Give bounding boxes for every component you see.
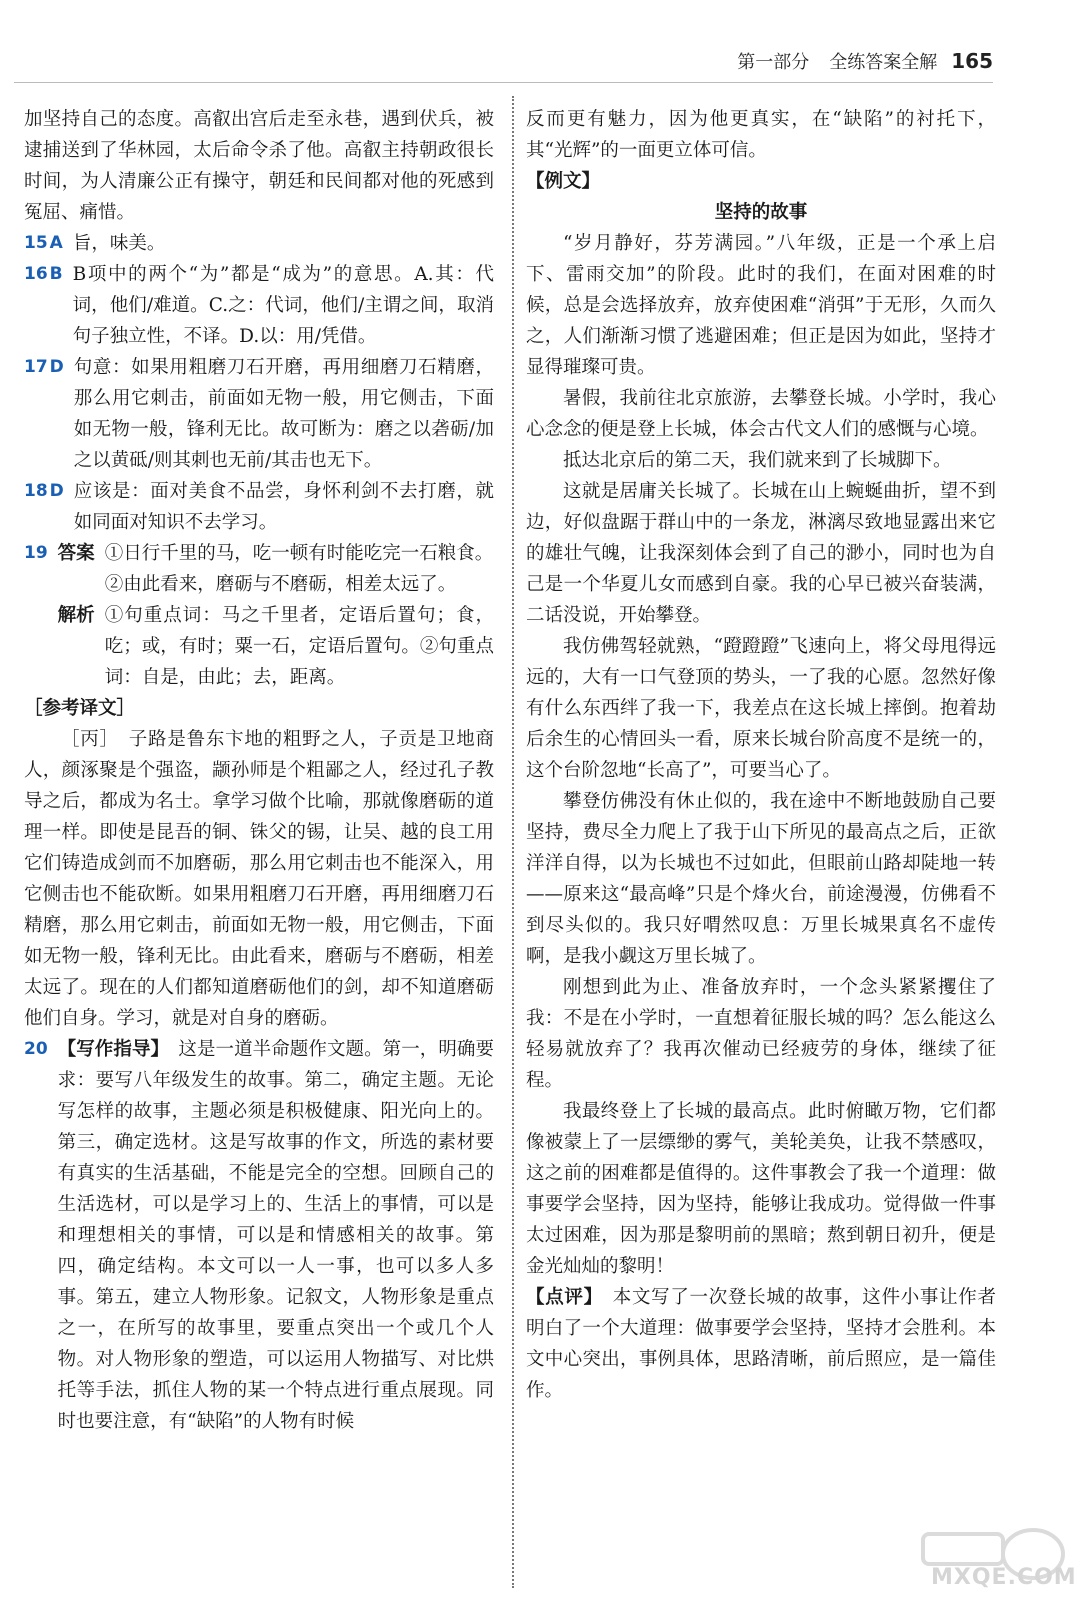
question-number: 20 (24, 1039, 48, 1059)
example-heading: 【例文】 (526, 171, 601, 192)
analysis-block (58, 600, 494, 693)
writing-guide-text: 这是一道半命题作文题。第一，明确要求：要写八年级发生的故事。第二，确定主题。无论写怎样的故事，主题必须是积极健康、阳光向上的。第三，确定选材。这是写故事的作文，所选的素材要有真实的生活基础，不能是完全的空想。回顾自己的生活选材，可以是学习上的、生活上的事情，可以是和理想相关的事情，可以是和情感相关的故事。第四，确定结构。本文可以一人一事，也可以多人多事。第五，建立人物形象。记叙文，人物形象是重点之一，在所写的故事里，要重点突出一个或几个人物。对人物形象的塑造，可以运用人物描写、对比烘托等手法，抓住人物的某一个特点进行重点展现。同时也要注意，有“缺陷”的人物有时候 (57, 1039, 494, 1432)
watermark-logo (913, 1524, 1077, 1594)
watermark-text: MXQE.COM (931, 1565, 1077, 1590)
writing-guide-label: 【写作指导】 (57, 1039, 160, 1060)
story-paragraph: 暑假，我前往北京旅游，去攀登长城。小学时，我心心念念的便是登上长城，体会古代文人们的感慨与心境。 (526, 388, 996, 440)
answer-letter: B (49, 264, 63, 284)
question-text: 应该是：面对美食不品尝，身怀利剑不去打磨，就如同面对知识不去学习。 (73, 481, 494, 533)
question-number: 18 D (24, 481, 64, 501)
right-column (526, 104, 996, 1406)
left-column (24, 104, 494, 1437)
story-paragraph: 我仿佛驾轻就熟，“蹬蹬蹬”飞速向上，将父母甩得远远的，大有一口气登顶的势头，一了我的心愿。忽然好像有什么东西绊了我一下，我差点在这长城上摔倒。抱着劫后余生的心情回头一看，原来长城台阶高度不是统一的，这个台阶忽地“长高了”，可要当心了。 (526, 636, 996, 781)
answer-label: 答案 (57, 543, 95, 564)
page-header (737, 44, 993, 78)
question-number: 19 (24, 543, 48, 563)
analysis-label: 解析 (57, 605, 95, 626)
story-paragraph: 抵达北京后的第二天，我们就来到了长城脚下。 (563, 450, 952, 471)
column-divider (512, 96, 514, 1588)
translation-heading: ［参考译文］ (24, 698, 136, 719)
question-17 (24, 352, 494, 476)
question-number: 17 D (24, 357, 64, 377)
page-number: 165 (951, 49, 993, 73)
question-18 (24, 476, 494, 538)
story-paragraph: 攀登仿佛没有休止似的，我在途中不断地鼓励自己要坚持，费尽全力爬上了我于山下所见的最高点之后，正欲洋洋自得，以为长城也不过如此，但眼前山路却陡地一转——原来这“最高峰”只是个烽火台，前途漫漫，仿佛看不到尽头似的。我只好喟然叹息：万里长城果真名不虚传啊，是我小觑这万里长城了。 (526, 791, 996, 967)
answer-letter: D (49, 357, 64, 377)
question-16 (24, 259, 494, 352)
question-number: 15 A (24, 233, 63, 253)
answer-block-2 (58, 569, 494, 600)
question-body (58, 1034, 494, 1437)
question-text: B项中的两个“为”都是“成为”的意思。A.其：代词，他们/难道。C.之：代词，他们/主谓之间，取消句子独立性，不译。D.以：用/凭借。 (72, 264, 494, 347)
section-label: 第一部分 (737, 52, 810, 73)
comment-paragraph (526, 1282, 996, 1406)
answer-text-1: ①日行千里的马，吃一顿有时能吃完一石粮食。 (104, 543, 494, 564)
answer-letter: A (49, 233, 63, 253)
question-19 (24, 538, 494, 693)
question-number: 16 B (24, 264, 63, 284)
story-paragraph: 刚想到此为止、准备放弃时，一个念头紧紧攫住了我：不是在小学时，一直想着征服长城的吗？怎么能这么轻易就放弃了？我再次催动已经疲劳的身体，继续了征程。 (526, 977, 996, 1091)
book-subtitle: 全练答案全解 (829, 52, 938, 73)
question-body (58, 538, 494, 693)
story-paragraph: 我最终登上了长城的最高点。此时俯瞰万物，它们都像被蒙上了一层缥缈的雾气，美轮美奂，让我不禁感叹，这之前的困难都是值得的。这件事教会了我一个道理：做事要学会坚持，因为坚持，能够让我成功。觉得做一件事太过困难，因为那是黎明前的黑暗；熬到朝日初升，便是金光灿灿的黎明！ (526, 1101, 996, 1277)
translation-text: ［丙］ 子路是鲁东卞地的粗野之人，子贡是卫地商人，颜涿聚是个强盗，颛孙师是个粗鄙之人，经过孔子教导之后，都成为名士。拿学习做个比喻，那就像磨砺的道理一样。即使是昆吾的铜、铢父的锡，让吴、越的良工用它们铸造成剑而不加磨砺，那么用它刺击也不能深入，用它侧击也不能砍断。如果用粗磨刀石开磨，再用细磨刀石精磨，那么用它刺击，前面如无物一般，用它侧击，下面如无物一般，锋利无比。由此看来，磨砺与不磨砺，相差太远了。现在的人们都知道磨砺他们的剑，却不知道磨砺他们自身。学习，就是对自身的磨砺。 (24, 729, 494, 1029)
analysis-text: ①句重点词：马之千里者，定语后置句；食，吃；或，有时；粟一石，定语后置句。②句重点词：自是，由此；去，距离。 (104, 605, 494, 688)
answer-text-2: ②由此看来，磨砺与不磨砺，相差太远了。 (104, 574, 457, 595)
question-20 (24, 1034, 494, 1437)
question-text: 句意：如果用粗磨刀石开磨，再用细磨刀石精磨，那么用它刺击，前面如无物一般，用它侧击，下面如无物一般，锋利无比。故可断为：磨之以砻砺/加之以黄砥/则其刺也无前/其击也无下。 (73, 357, 494, 471)
story-paragraph: “岁月静好，芬芳满园。”八年级，正是一个承上启下、雷雨交加”的阶段。此时的我们，在面对困难的时候，总是会选择放弃，放弃使困难“消弭”于无形，久而久之，人们渐渐习惯了逃避困难；但正是因为如此，坚持才显得璀璨可贵。 (526, 233, 996, 378)
story-title: 坚持的故事 (714, 202, 808, 223)
question-text: 旨，味美。 (72, 233, 166, 254)
answer-block (58, 538, 494, 569)
story-paragraph: 这就是居庸关长城了。长城在山上蜿蜒曲折，望不到边，好似盘踞于群山中的一条龙，淋漓尽致地显露出来它的雄壮气魄，让我深刻体会到了自己的渺小，同时也为自己是一个华夏儿女而感到自豪。我的心早已被兴奋装满，二话没说，开始攀登。 (526, 481, 996, 626)
guide-continuation: 反而更有魅力，因为他更真实，在“缺陷”的衬托下，其“光辉”的一面更立体可信。 (526, 109, 996, 161)
comment-label: 【点评】 (526, 1287, 594, 1308)
header-rule (14, 82, 993, 83)
intro-paragraph: 加坚持自己的态度。高叡出宫后走至永巷，遇到伏兵，被逮捕送到了华林园，太后命令杀了他。高叡主持朝政很长时间，为人清廉公正有操守，朝廷和民间都对他的死感到冤屈、痛惜。 (24, 109, 494, 223)
answer-letter: D (49, 481, 64, 501)
comment-text: 本文写了一次登长城的故事，这件小事让作者明白了一个大道理：做事要学会坚持，坚持才会胜利。本文中心突出，事例具体，思路清晰，前后照应，是一篇佳作。 (526, 1287, 996, 1401)
question-15 (24, 228, 494, 259)
